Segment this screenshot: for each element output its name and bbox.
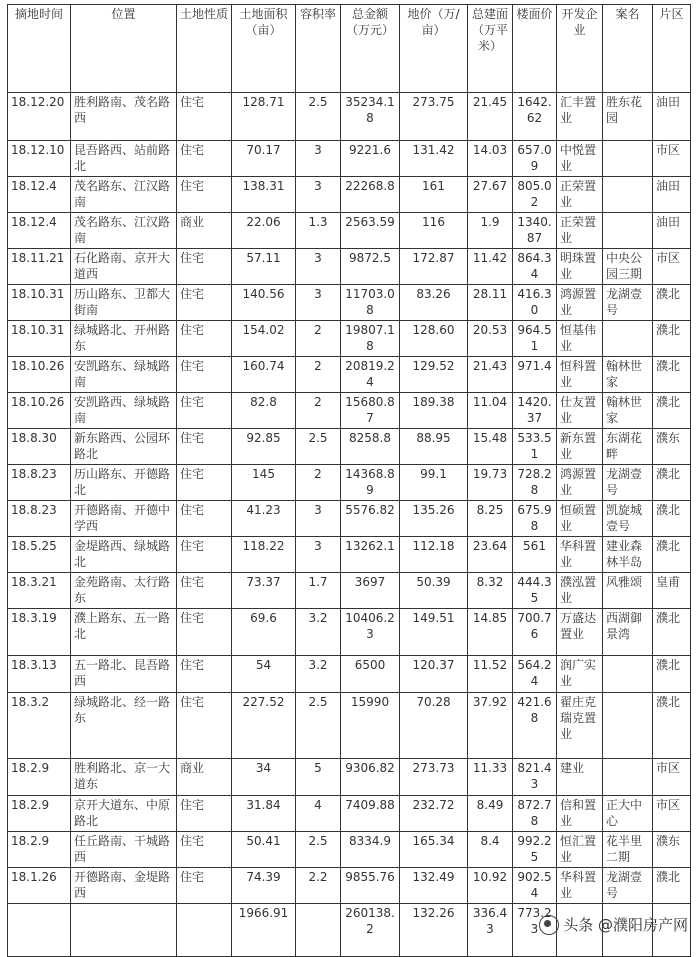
table-cell: 145 bbox=[232, 465, 296, 501]
table-cell bbox=[603, 693, 653, 759]
table-cell: 华科置业 bbox=[557, 868, 603, 904]
table-cell: 18.3.13 bbox=[8, 656, 71, 693]
table-cell: 明珠置业 bbox=[557, 249, 603, 285]
table-cell: 28.11 bbox=[468, 285, 513, 321]
table-cell: 57.11 bbox=[232, 249, 296, 285]
table-cell: 533.51 bbox=[513, 429, 557, 465]
table-cell: 11703.08 bbox=[341, 285, 400, 321]
table-row bbox=[8, 609, 691, 656]
table-cell: 濮北 bbox=[653, 656, 691, 693]
table-cell: 700.76 bbox=[513, 609, 557, 656]
table-cell: 东湖花畔 bbox=[603, 429, 653, 465]
table-cell: 3697 bbox=[341, 573, 400, 609]
table-cell: 88.95 bbox=[400, 429, 468, 465]
table-cell bbox=[603, 141, 653, 177]
table-cell: 120.37 bbox=[400, 656, 468, 693]
table-cell: 273.73 bbox=[400, 759, 468, 796]
table-cell: 118.22 bbox=[232, 537, 296, 573]
table-cell: 正大中心 bbox=[603, 796, 653, 832]
table-cell: 154.02 bbox=[232, 321, 296, 357]
table-cell: 11.04 bbox=[468, 393, 513, 429]
table-cell: 3 bbox=[296, 141, 341, 177]
table-cell: 濮上路东、五一路北 bbox=[71, 609, 177, 656]
table-cell bbox=[603, 177, 653, 213]
table-cell: 444.35 bbox=[513, 573, 557, 609]
column-header: 土地面积（亩） bbox=[232, 5, 296, 93]
column-header: 总建面（万平米） bbox=[468, 5, 513, 93]
column-header: 容积率 bbox=[296, 5, 341, 93]
table-cell: 1642.62 bbox=[513, 93, 557, 141]
table-cell: 971.4 bbox=[513, 357, 557, 393]
table-cell: 19.73 bbox=[468, 465, 513, 501]
table-cell: 70.28 bbox=[400, 693, 468, 759]
table-cell: 新东路西、公园环路北 bbox=[71, 429, 177, 465]
table-header-row bbox=[8, 5, 691, 93]
table-cell: 140.56 bbox=[232, 285, 296, 321]
column-header: 总金额（万元） bbox=[341, 5, 400, 93]
table-cell: 胜东花园 bbox=[603, 93, 653, 141]
table-cell: 14.85 bbox=[468, 609, 513, 656]
table-cell: 1.3 bbox=[296, 213, 341, 249]
watermark-logo-icon bbox=[539, 915, 559, 935]
table-cell: 964.51 bbox=[513, 321, 557, 357]
table-cell: 濮北 bbox=[653, 357, 691, 393]
table-cell: 70.17 bbox=[232, 141, 296, 177]
table-cell: 35234.18 bbox=[341, 93, 400, 141]
table-cell: 中悦置业 bbox=[557, 141, 603, 177]
table-cell: 住宅 bbox=[177, 141, 232, 177]
table-cell: 市区 bbox=[653, 249, 691, 285]
table-cell: 18.12.4 bbox=[8, 177, 71, 213]
table-cell: 805.02 bbox=[513, 177, 557, 213]
table-cell: 翰林世家 bbox=[603, 393, 653, 429]
table-row bbox=[8, 213, 691, 249]
table-cell: 116 bbox=[400, 213, 468, 249]
table-cell: 5576.82 bbox=[341, 501, 400, 537]
table-cell: 657.09 bbox=[513, 141, 557, 177]
table-cell: 龙湖壹号 bbox=[603, 285, 653, 321]
table-cell: 商业 bbox=[177, 213, 232, 249]
table-cell: 凯旋城壹号 bbox=[603, 501, 653, 537]
table-cell: 建业森林半岛 bbox=[603, 537, 653, 573]
table-cell: 皇甫 bbox=[653, 573, 691, 609]
table-cell: 3 bbox=[296, 285, 341, 321]
table-cell: 濮泓置业 bbox=[557, 573, 603, 609]
table-cell: 昆吾路西、站前路北 bbox=[71, 141, 177, 177]
table-row bbox=[8, 832, 691, 868]
table-cell: 11.33 bbox=[468, 759, 513, 796]
table-cell: 住宅 bbox=[177, 609, 232, 656]
table-cell: 14.03 bbox=[468, 141, 513, 177]
table-cell: 9306.82 bbox=[341, 759, 400, 796]
table-cell: 濮北 bbox=[653, 609, 691, 656]
table-cell: 728.28 bbox=[513, 465, 557, 501]
table-cell: 金堤路西、绿城路北 bbox=[71, 537, 177, 573]
table-cell: 3.2 bbox=[296, 656, 341, 693]
table-cell: 9855.76 bbox=[341, 868, 400, 904]
table-cell: 恒硕置业 bbox=[557, 501, 603, 537]
table-cell: 2 bbox=[296, 321, 341, 357]
table-cell: 3 bbox=[296, 501, 341, 537]
total-cell bbox=[177, 904, 232, 957]
table-cell: 住宅 bbox=[177, 868, 232, 904]
table-cell: 住宅 bbox=[177, 429, 232, 465]
table-row bbox=[8, 357, 691, 393]
table-cell: 232.72 bbox=[400, 796, 468, 832]
table-cell: 1340.87 bbox=[513, 213, 557, 249]
table-cell: 2.5 bbox=[296, 832, 341, 868]
table-cell: 20819.24 bbox=[341, 357, 400, 393]
table-cell: 住宅 bbox=[177, 93, 232, 141]
table-cell: 21.45 bbox=[468, 93, 513, 141]
table-cell: 9872.5 bbox=[341, 249, 400, 285]
total-cell bbox=[296, 904, 341, 957]
table-cell: 5 bbox=[296, 759, 341, 796]
table-cell: 18.8.23 bbox=[8, 501, 71, 537]
table-cell: 住宅 bbox=[177, 321, 232, 357]
table-cell: 992.25 bbox=[513, 832, 557, 868]
table-row bbox=[8, 759, 691, 796]
table-cell: 9221.6 bbox=[341, 141, 400, 177]
table-cell: 胜利路南、茂名路西 bbox=[71, 93, 177, 141]
table-cell: 132.49 bbox=[400, 868, 468, 904]
table-cell: 11.42 bbox=[468, 249, 513, 285]
table-cell: 83.26 bbox=[400, 285, 468, 321]
table-cell: 18.2.9 bbox=[8, 832, 71, 868]
table-cell: 2.5 bbox=[296, 93, 341, 141]
table-cell: 金苑路南、太行路东 bbox=[71, 573, 177, 609]
table-cell: 128.71 bbox=[232, 93, 296, 141]
table-cell: 2 bbox=[296, 393, 341, 429]
table-cell: 绿城路北、经一路东 bbox=[71, 693, 177, 759]
table-cell: 恒汇置业 bbox=[557, 832, 603, 868]
table-cell: 汇丰置业 bbox=[557, 93, 603, 141]
column-header: 楼面价 bbox=[513, 5, 557, 93]
table-cell: 18.10.31 bbox=[8, 321, 71, 357]
table-cell: 住宅 bbox=[177, 393, 232, 429]
table-cell: 129.52 bbox=[400, 357, 468, 393]
table-cell: 421.68 bbox=[513, 693, 557, 759]
column-header: 开发企业 bbox=[557, 5, 603, 93]
table-row bbox=[8, 693, 691, 759]
table-cell: 131.42 bbox=[400, 141, 468, 177]
table-row bbox=[8, 285, 691, 321]
table-cell: 历山路东、开德路北 bbox=[71, 465, 177, 501]
watermark bbox=[539, 914, 688, 935]
table-cell: 165.34 bbox=[400, 832, 468, 868]
table-cell: 正荣置业 bbox=[557, 177, 603, 213]
table-row bbox=[8, 141, 691, 177]
total-cell: 336.43 bbox=[468, 904, 513, 957]
table-cell: 住宅 bbox=[177, 832, 232, 868]
table-cell: 172.87 bbox=[400, 249, 468, 285]
table-row bbox=[8, 868, 691, 904]
table-cell: 23.64 bbox=[468, 537, 513, 573]
table-row bbox=[8, 656, 691, 693]
table-cell: 8.4 bbox=[468, 832, 513, 868]
table-cell: 189.38 bbox=[400, 393, 468, 429]
table-cell: 15990 bbox=[341, 693, 400, 759]
table-row bbox=[8, 177, 691, 213]
table-cell: 濮北 bbox=[653, 393, 691, 429]
table-cell: 227.52 bbox=[232, 693, 296, 759]
table-cell: 3.2 bbox=[296, 609, 341, 656]
table-cell: 商业 bbox=[177, 759, 232, 796]
table-cell: 1.9 bbox=[468, 213, 513, 249]
table-cell: 濮北 bbox=[653, 465, 691, 501]
table-cell: 18.12.4 bbox=[8, 213, 71, 249]
table-cell: 18.3.21 bbox=[8, 573, 71, 609]
table-cell: 濮东 bbox=[653, 429, 691, 465]
table-cell: 建业 bbox=[557, 759, 603, 796]
table-cell: 恒基伟业 bbox=[557, 321, 603, 357]
column-header: 案名 bbox=[603, 5, 653, 93]
table-cell: 茂名路东、江汉路南 bbox=[71, 213, 177, 249]
table-cell: 15.48 bbox=[468, 429, 513, 465]
table-row bbox=[8, 573, 691, 609]
table-cell: 2 bbox=[296, 357, 341, 393]
table-cell: 50.39 bbox=[400, 573, 468, 609]
table-cell: 4 bbox=[296, 796, 341, 832]
table-cell: 561 bbox=[513, 537, 557, 573]
table-cell: 西湖御景湾 bbox=[603, 609, 653, 656]
table-cell: 任丘路南、干城路西 bbox=[71, 832, 177, 868]
table-cell: 18.3.2 bbox=[8, 693, 71, 759]
table-cell: 安凯路西、绿城路南 bbox=[71, 393, 177, 429]
table-cell: 市区 bbox=[653, 796, 691, 832]
table-cell: 8.49 bbox=[468, 796, 513, 832]
table-row bbox=[8, 393, 691, 429]
table-cell: 住宅 bbox=[177, 177, 232, 213]
table-cell: 3 bbox=[296, 537, 341, 573]
table-cell: 18.2.9 bbox=[8, 759, 71, 796]
table-cell: 龙湖壹号 bbox=[603, 465, 653, 501]
table-cell: 18.12.10 bbox=[8, 141, 71, 177]
table-cell: 18.2.9 bbox=[8, 796, 71, 832]
table-row bbox=[8, 321, 691, 357]
table-cell: 11.52 bbox=[468, 656, 513, 693]
table-cell: 15680.87 bbox=[341, 393, 400, 429]
table-row bbox=[8, 249, 691, 285]
table-cell: 18.5.25 bbox=[8, 537, 71, 573]
table-cell: 濮东 bbox=[653, 832, 691, 868]
table-cell: 信和置业 bbox=[557, 796, 603, 832]
table-cell: 73.37 bbox=[232, 573, 296, 609]
column-header: 土地性质 bbox=[177, 5, 232, 93]
table-cell: 273.75 bbox=[400, 93, 468, 141]
table-cell: 22268.8 bbox=[341, 177, 400, 213]
column-header: 地价（万/亩） bbox=[400, 5, 468, 93]
table-cell: 135.26 bbox=[400, 501, 468, 537]
table-cell: 开德路南、金堤路西 bbox=[71, 868, 177, 904]
table-cell: 27.67 bbox=[468, 177, 513, 213]
table-cell: 8334.9 bbox=[341, 832, 400, 868]
table-cell: 仕友置业 bbox=[557, 393, 603, 429]
table-cell: 821.43 bbox=[513, 759, 557, 796]
table-cell: 润广实业 bbox=[557, 656, 603, 693]
table-cell bbox=[603, 321, 653, 357]
watermark-text: 头条 @濮阳房产网 bbox=[563, 916, 688, 934]
table-cell: 18.8.23 bbox=[8, 465, 71, 501]
table-cell: 2.2 bbox=[296, 868, 341, 904]
table-cell: 69.6 bbox=[232, 609, 296, 656]
table-cell: 茂名路东、江汉路南 bbox=[71, 177, 177, 213]
table-cell: 濮北 bbox=[653, 693, 691, 759]
table-cell: 21.43 bbox=[468, 357, 513, 393]
table-cell bbox=[603, 213, 653, 249]
total-cell: 132.26 bbox=[400, 904, 468, 957]
table-cell: 416.30 bbox=[513, 285, 557, 321]
table-cell: 50.41 bbox=[232, 832, 296, 868]
total-cell bbox=[8, 904, 71, 957]
table-cell: 13262.1 bbox=[341, 537, 400, 573]
table-cell: 18.10.26 bbox=[8, 357, 71, 393]
table-cell: 160.74 bbox=[232, 357, 296, 393]
table-cell: 正荣置业 bbox=[557, 213, 603, 249]
table-cell: 胜利路北、京一大道东 bbox=[71, 759, 177, 796]
table-cell: 龙湖壹号 bbox=[603, 868, 653, 904]
table-row bbox=[8, 465, 691, 501]
table-cell: 18.10.26 bbox=[8, 393, 71, 429]
table-cell: 54 bbox=[232, 656, 296, 693]
table-cell: 6500 bbox=[341, 656, 400, 693]
table-cell: 绿城路北、开州路东 bbox=[71, 321, 177, 357]
table-cell: 864.34 bbox=[513, 249, 557, 285]
table-cell: 住宅 bbox=[177, 249, 232, 285]
table-cell: 油田 bbox=[653, 177, 691, 213]
table-cell: 市区 bbox=[653, 759, 691, 796]
table-cell: 20.53 bbox=[468, 321, 513, 357]
table-cell: 34 bbox=[232, 759, 296, 796]
table-cell: 675.98 bbox=[513, 501, 557, 537]
table-cell: 99.1 bbox=[400, 465, 468, 501]
table-cell: 128.60 bbox=[400, 321, 468, 357]
table-cell: 石化路南、京开大道西 bbox=[71, 249, 177, 285]
column-header: 片区 bbox=[653, 5, 691, 93]
table-cell: 五一路北、昆吾路西 bbox=[71, 656, 177, 693]
table-cell: 濮北 bbox=[653, 868, 691, 904]
table-cell: 华科置业 bbox=[557, 537, 603, 573]
table-cell: 7409.88 bbox=[341, 796, 400, 832]
table-cell: 1420.37 bbox=[513, 393, 557, 429]
table-cell: 3 bbox=[296, 249, 341, 285]
table-cell: 住宅 bbox=[177, 796, 232, 832]
table-cell: 翰林世家 bbox=[603, 357, 653, 393]
table-row bbox=[8, 537, 691, 573]
table-cell: 149.51 bbox=[400, 609, 468, 656]
table-cell: 18.8.30 bbox=[8, 429, 71, 465]
table-cell: 18.10.31 bbox=[8, 285, 71, 321]
table-cell: 住宅 bbox=[177, 501, 232, 537]
table-cell: 1.7 bbox=[296, 573, 341, 609]
total-cell: 773.23 bbox=[513, 904, 557, 957]
table-cell: 住宅 bbox=[177, 693, 232, 759]
table-cell: 2 bbox=[296, 465, 341, 501]
table-cell: 138.31 bbox=[232, 177, 296, 213]
table-row bbox=[8, 429, 691, 465]
table-cell: 新东置业 bbox=[557, 429, 603, 465]
table-cell: 37.92 bbox=[468, 693, 513, 759]
table-row bbox=[8, 796, 691, 832]
table-cell: 74.39 bbox=[232, 868, 296, 904]
table-row bbox=[8, 93, 691, 141]
table-cell: 濮北 bbox=[653, 321, 691, 357]
table-cell: 鸿源置业 bbox=[557, 285, 603, 321]
table-cell: 恒科置业 bbox=[557, 357, 603, 393]
table-cell: 油田 bbox=[653, 93, 691, 141]
total-cell: 1966.91 bbox=[232, 904, 296, 957]
table-cell: 濮北 bbox=[653, 285, 691, 321]
column-header: 位置 bbox=[71, 5, 177, 93]
table-cell: 8.25 bbox=[468, 501, 513, 537]
table-cell: 3 bbox=[296, 177, 341, 213]
table-row bbox=[8, 501, 691, 537]
table-cell: 花半里二期 bbox=[603, 832, 653, 868]
table-cell: 住宅 bbox=[177, 537, 232, 573]
table-cell: 住宅 bbox=[177, 357, 232, 393]
table-cell: 2.5 bbox=[296, 693, 341, 759]
table-cell: 161 bbox=[400, 177, 468, 213]
table-cell: 92.85 bbox=[232, 429, 296, 465]
table-cell: 10.92 bbox=[468, 868, 513, 904]
table-cell: 31.84 bbox=[232, 796, 296, 832]
table-cell: 902.54 bbox=[513, 868, 557, 904]
table-cell: 市区 bbox=[653, 141, 691, 177]
table-cell: 112.18 bbox=[400, 537, 468, 573]
table-cell: 翟庄克瑞克置业 bbox=[557, 693, 603, 759]
table-cell: 风雅颂 bbox=[603, 573, 653, 609]
column-header: 摘地时间 bbox=[8, 5, 71, 93]
table-cell: 8.32 bbox=[468, 573, 513, 609]
total-cell bbox=[71, 904, 177, 957]
table-cell: 19807.18 bbox=[341, 321, 400, 357]
table-cell: 18.1.26 bbox=[8, 868, 71, 904]
table-cell: 872.78 bbox=[513, 796, 557, 832]
land-transaction-table bbox=[7, 4, 691, 957]
table-cell: 住宅 bbox=[177, 465, 232, 501]
table-cell: 41.23 bbox=[232, 501, 296, 537]
total-cell: 260138.2 bbox=[341, 904, 400, 957]
table-cell: 2.5 bbox=[296, 429, 341, 465]
table-cell bbox=[603, 759, 653, 796]
table-cell: 14368.89 bbox=[341, 465, 400, 501]
table-cell: 564.24 bbox=[513, 656, 557, 693]
table-cell: 22.06 bbox=[232, 213, 296, 249]
table-cell: 鸿源置业 bbox=[557, 465, 603, 501]
table-cell: 18.3.19 bbox=[8, 609, 71, 656]
table-cell bbox=[603, 656, 653, 693]
table-cell: 濮北 bbox=[653, 537, 691, 573]
table-cell: 10406.23 bbox=[341, 609, 400, 656]
table-cell: 历山路东、卫都大街南 bbox=[71, 285, 177, 321]
table-cell: 住宅 bbox=[177, 573, 232, 609]
table-cell: 濮北 bbox=[653, 501, 691, 537]
table-cell: 开德路南、开德中学西 bbox=[71, 501, 177, 537]
table-cell: 82.8 bbox=[232, 393, 296, 429]
table-cell: 油田 bbox=[653, 213, 691, 249]
table-cell: 京开大道东、中原路北 bbox=[71, 796, 177, 832]
table-cell: 安凯路东、绿城路南 bbox=[71, 357, 177, 393]
table-cell: 万盛达置业 bbox=[557, 609, 603, 656]
table-cell: 8258.8 bbox=[341, 429, 400, 465]
table-cell: 住宅 bbox=[177, 285, 232, 321]
table-cell: 18.11.21 bbox=[8, 249, 71, 285]
table-cell: 2563.59 bbox=[341, 213, 400, 249]
table-cell: 住宅 bbox=[177, 656, 232, 693]
table-cell: 中央公园三期 bbox=[603, 249, 653, 285]
table-cell: 18.12.20 bbox=[8, 93, 71, 141]
